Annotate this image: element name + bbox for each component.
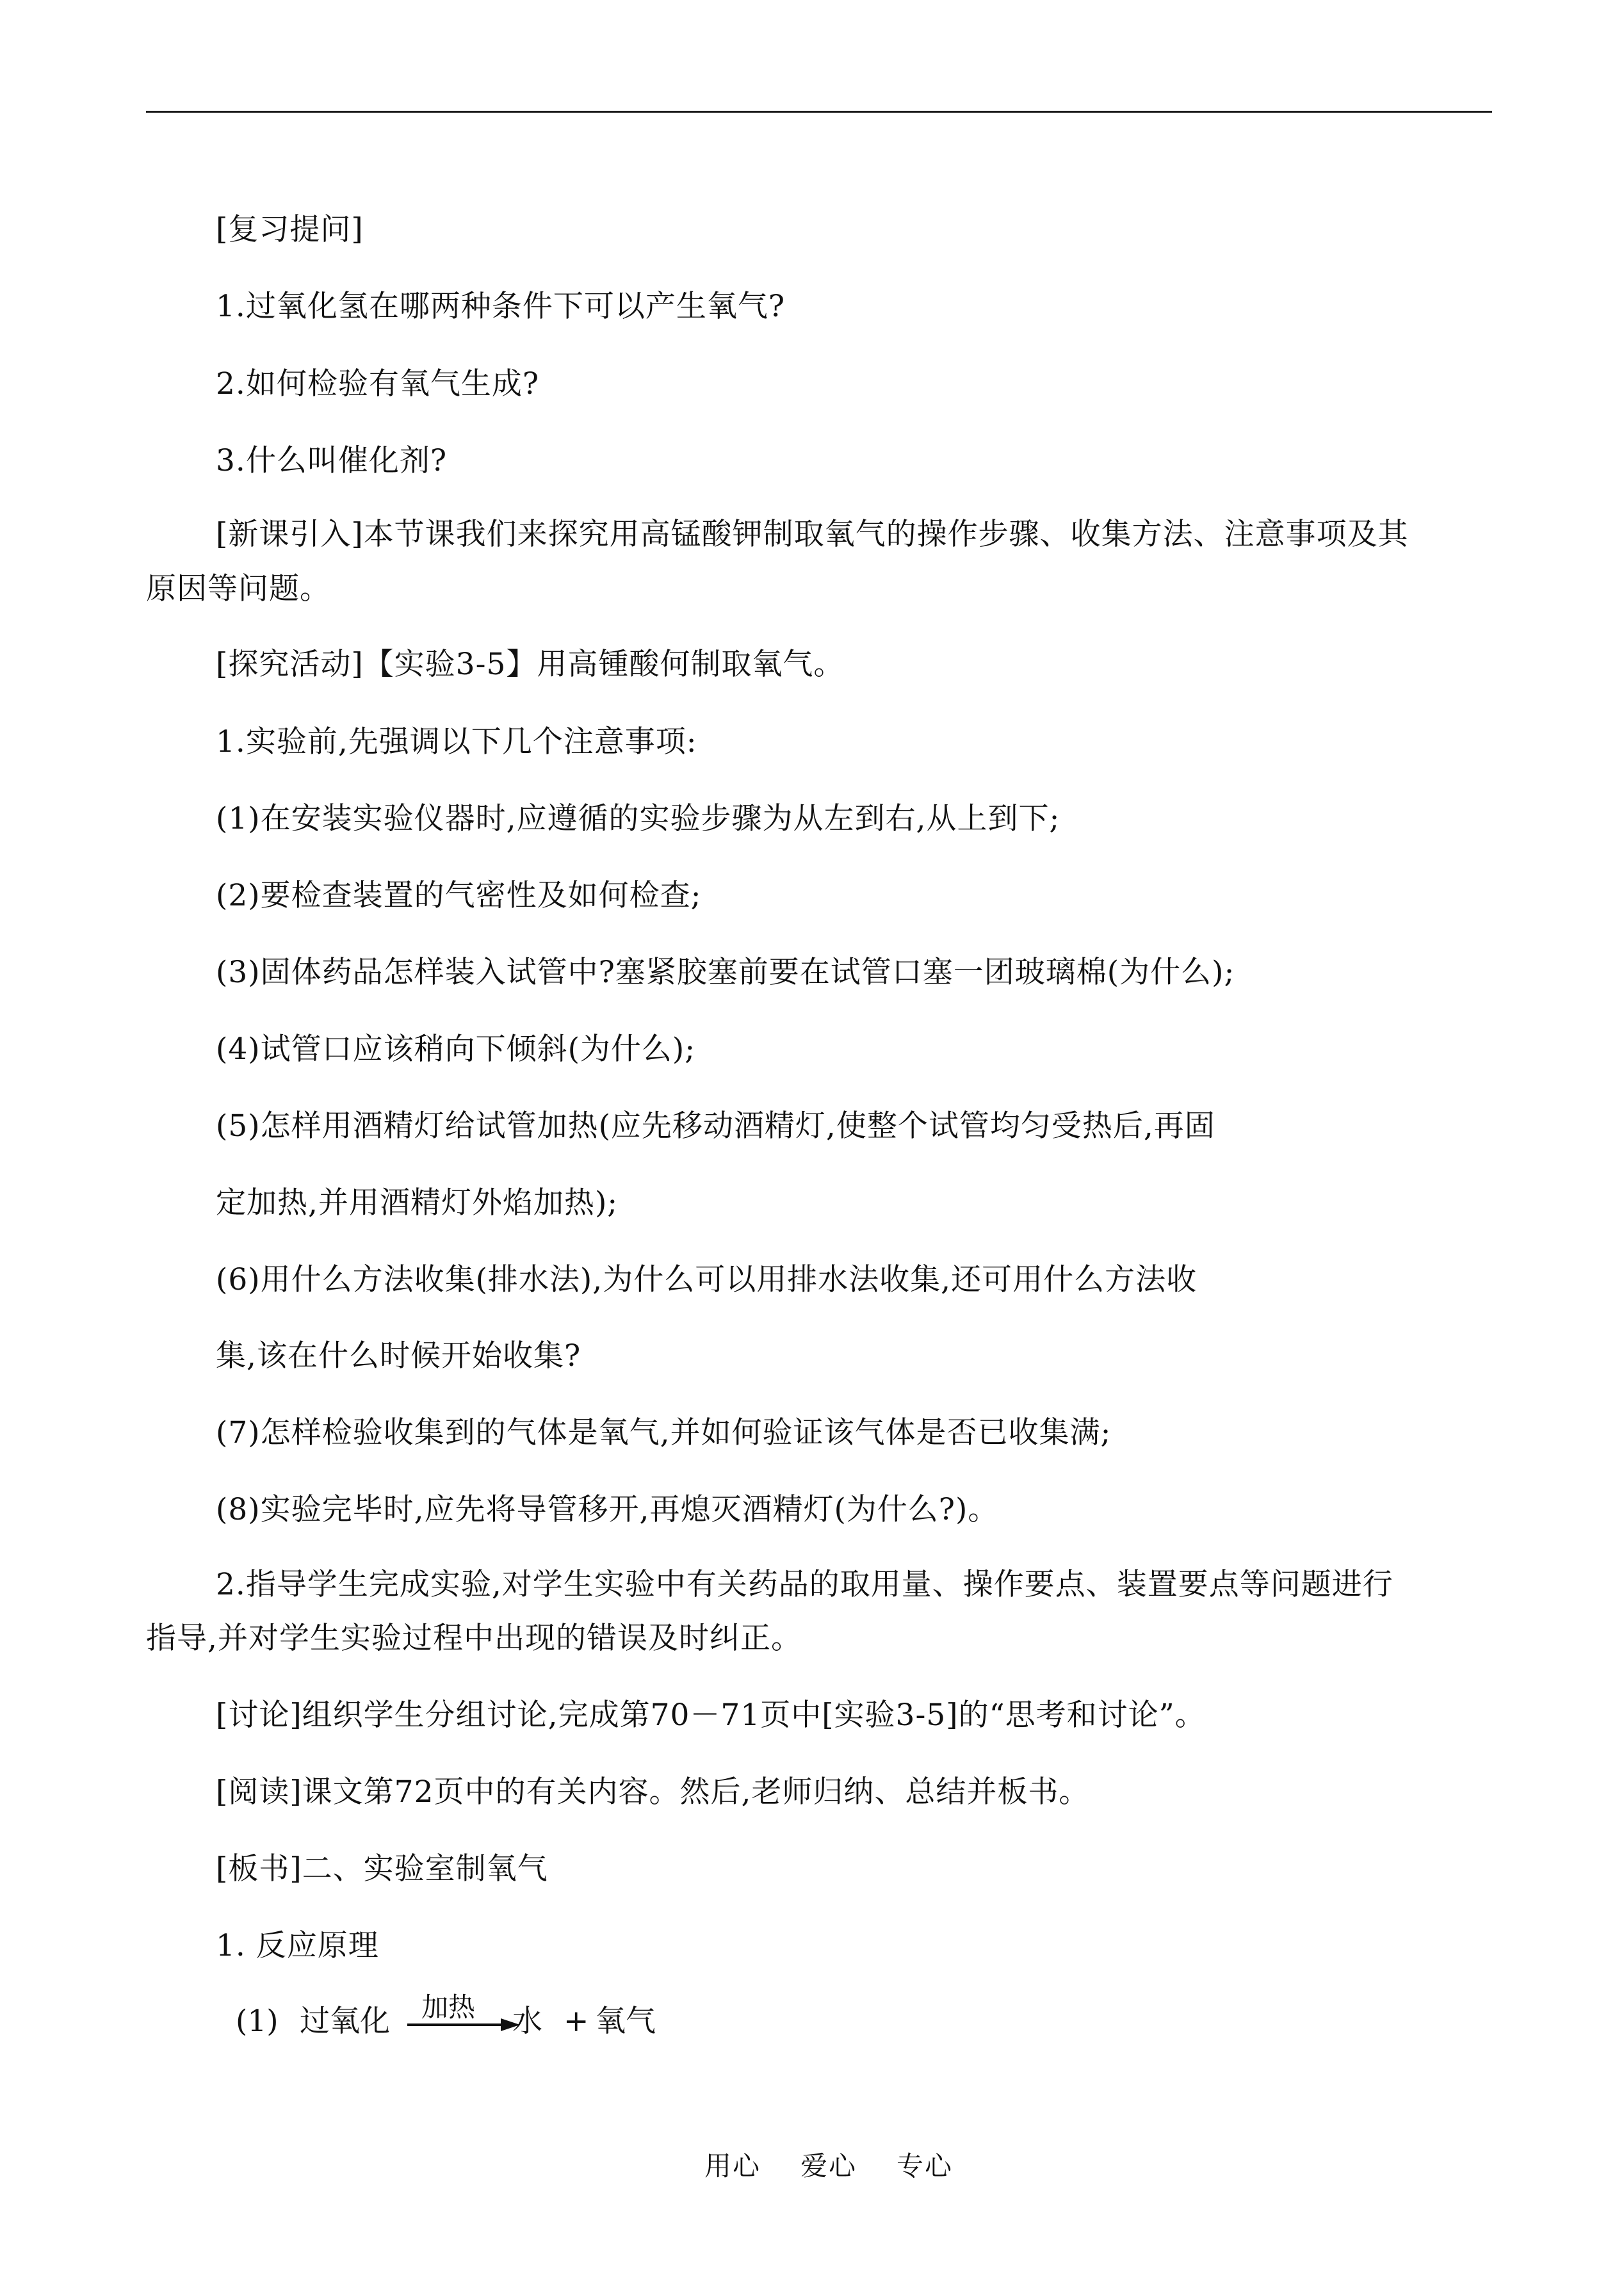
equation-product-2: 氧气 (596, 2004, 656, 2039)
header-rule (146, 111, 1492, 113)
precautions-heading: 1.实验前,先强调以下几个注意事项: (216, 724, 697, 759)
reaction-principle-heading: 1. 反应原理 (216, 1928, 379, 1963)
guidance-line-1: 2.指导学生完成实验,对学生实验中有关药品的取用量、操作要点、装置要点等问题进行 (216, 1567, 1393, 1602)
footer-motto-3: 专心 (897, 2150, 954, 2182)
precaution-8: (8)实验完毕时,应先将导管移开,再熄灭酒精灯(为什么?)。 (216, 1492, 999, 1527)
precaution-4: (4)试管口应该稍向下倾斜(为什么); (216, 1032, 696, 1067)
precaution-5-line-2: 定加热,并用酒精灯外焰加热); (216, 1185, 619, 1220)
equation-plus: + (564, 2004, 589, 2039)
precaution-7: (7)怎样检验收集到的气体是氧气,并如何验证该气体是否已收集满; (216, 1415, 1112, 1450)
question-1: 1.过氧化氢在哪两种条件下可以产生氧气? (216, 289, 786, 324)
precaution-6-line-2: 集,该在什么时候开始收集? (216, 1338, 581, 1374)
precaution-3: (3)固体药品怎样装入试管中?塞紧胶塞前要在试管口塞一团玻璃棉(为什么); (216, 955, 1235, 990)
equation-reactant: 过氧化 (300, 2004, 390, 2039)
board-heading: [板书]二、实验室制氧气 (216, 1851, 548, 1886)
precaution-6-line-1: (6)用什么方法收集(排水法),为什么可以用排水法收集,还可用什么方法收 (216, 1262, 1198, 1297)
precaution-1: (1)在安装实验仪器时,应遵循的实验步骤为从左到右,从上到下; (216, 801, 1060, 836)
intro-line-2: 原因等问题。 (146, 571, 330, 606)
precaution-5-line-1: (5)怎样用酒精灯给试管加热(应先移动酒精灯,使整个试管均匀受热后,再固 (216, 1108, 1215, 1144)
review-heading: [复习提问] (216, 212, 364, 247)
footer-motto (704, 2145, 953, 2184)
equation-product-1: 水 (512, 2004, 542, 2039)
guidance-line-2: 指导,并对学生实验过程中出现的错误及时纠正。 (146, 1621, 802, 1656)
activity-heading: [探究活动]【实验3-5】用高锺酸何制取氧气。 (216, 647, 845, 682)
equation-condition: 加热 (421, 1991, 476, 2023)
equation-number: (1) (236, 2004, 279, 2039)
question-2: 2.如何检验有氧气生成? (216, 366, 540, 401)
footer-motto-1: 用心 (704, 2150, 761, 2182)
reaction-arrow-icon (406, 2011, 521, 2036)
question-3: 3.什么叫催化剂? (216, 443, 448, 478)
reaction-equation (236, 1991, 748, 2054)
intro-line-1: [新课引入]本节课我们来探究用高锰酸钾制取氧气的操作步骤、收集方法、注意事项及其 (216, 517, 1409, 552)
reading-line: [阅读]课文第72页中的有关内容。然后,老师归纳、总结并板书。 (216, 1774, 1090, 1810)
footer-motto-2: 爱心 (800, 2150, 857, 2182)
discussion-line: [讨论]组织学生分组讨论,完成第70－71页中[实验3-5]的“思考和讨论”。 (216, 1698, 1206, 1733)
precaution-2: (2)要检查装置的气密性及如何检查; (216, 878, 702, 913)
